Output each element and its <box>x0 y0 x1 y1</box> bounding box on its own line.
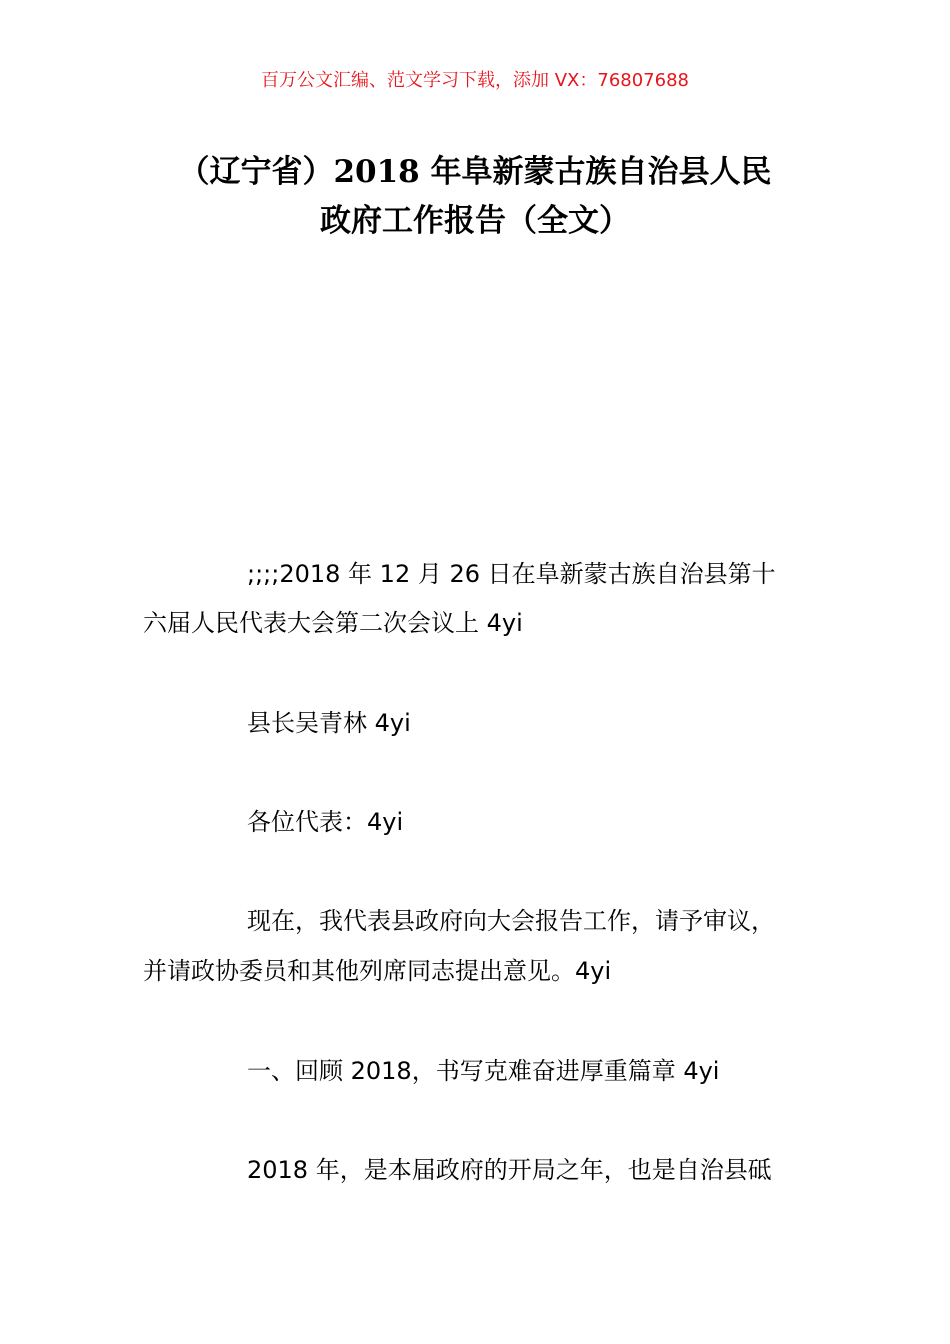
paragraph-date-line-1: ;;;;2018 年 12 月 26 日在阜新蒙古族自治县第十 <box>247 560 776 588</box>
paragraph-intro-line-1: 现在，我代表县政府向大会报告工作，请予审议， <box>247 907 775 935</box>
watermark-banner: 百万公文汇编、范文学习下载，添加 VX：76807688 <box>261 70 689 91</box>
document-title <box>120 148 830 246</box>
paragraph-intro-line-2: 并请政协委员和其他列席同志提出意见。4yi <box>143 957 612 985</box>
title-line-1: （辽宁省）2018 年阜新蒙古族自治县人民 <box>178 154 772 190</box>
paragraph-salutation: 各位代表：4yi <box>247 808 404 836</box>
paragraph-speaker: 县长吴青林 4yi <box>247 709 411 737</box>
paragraph-body-line-1: 2018 年，是本届政府的开局之年，也是自治县砥 <box>247 1156 772 1184</box>
section-heading-review: 一、回顾 2018，书写克难奋进厚重篇章 4yi <box>247 1057 720 1085</box>
paragraph-date-line-2: 六届人民代表大会第二次会议上 4yi <box>143 609 523 637</box>
title-line-2: 政府工作报告（全文） <box>320 203 630 239</box>
